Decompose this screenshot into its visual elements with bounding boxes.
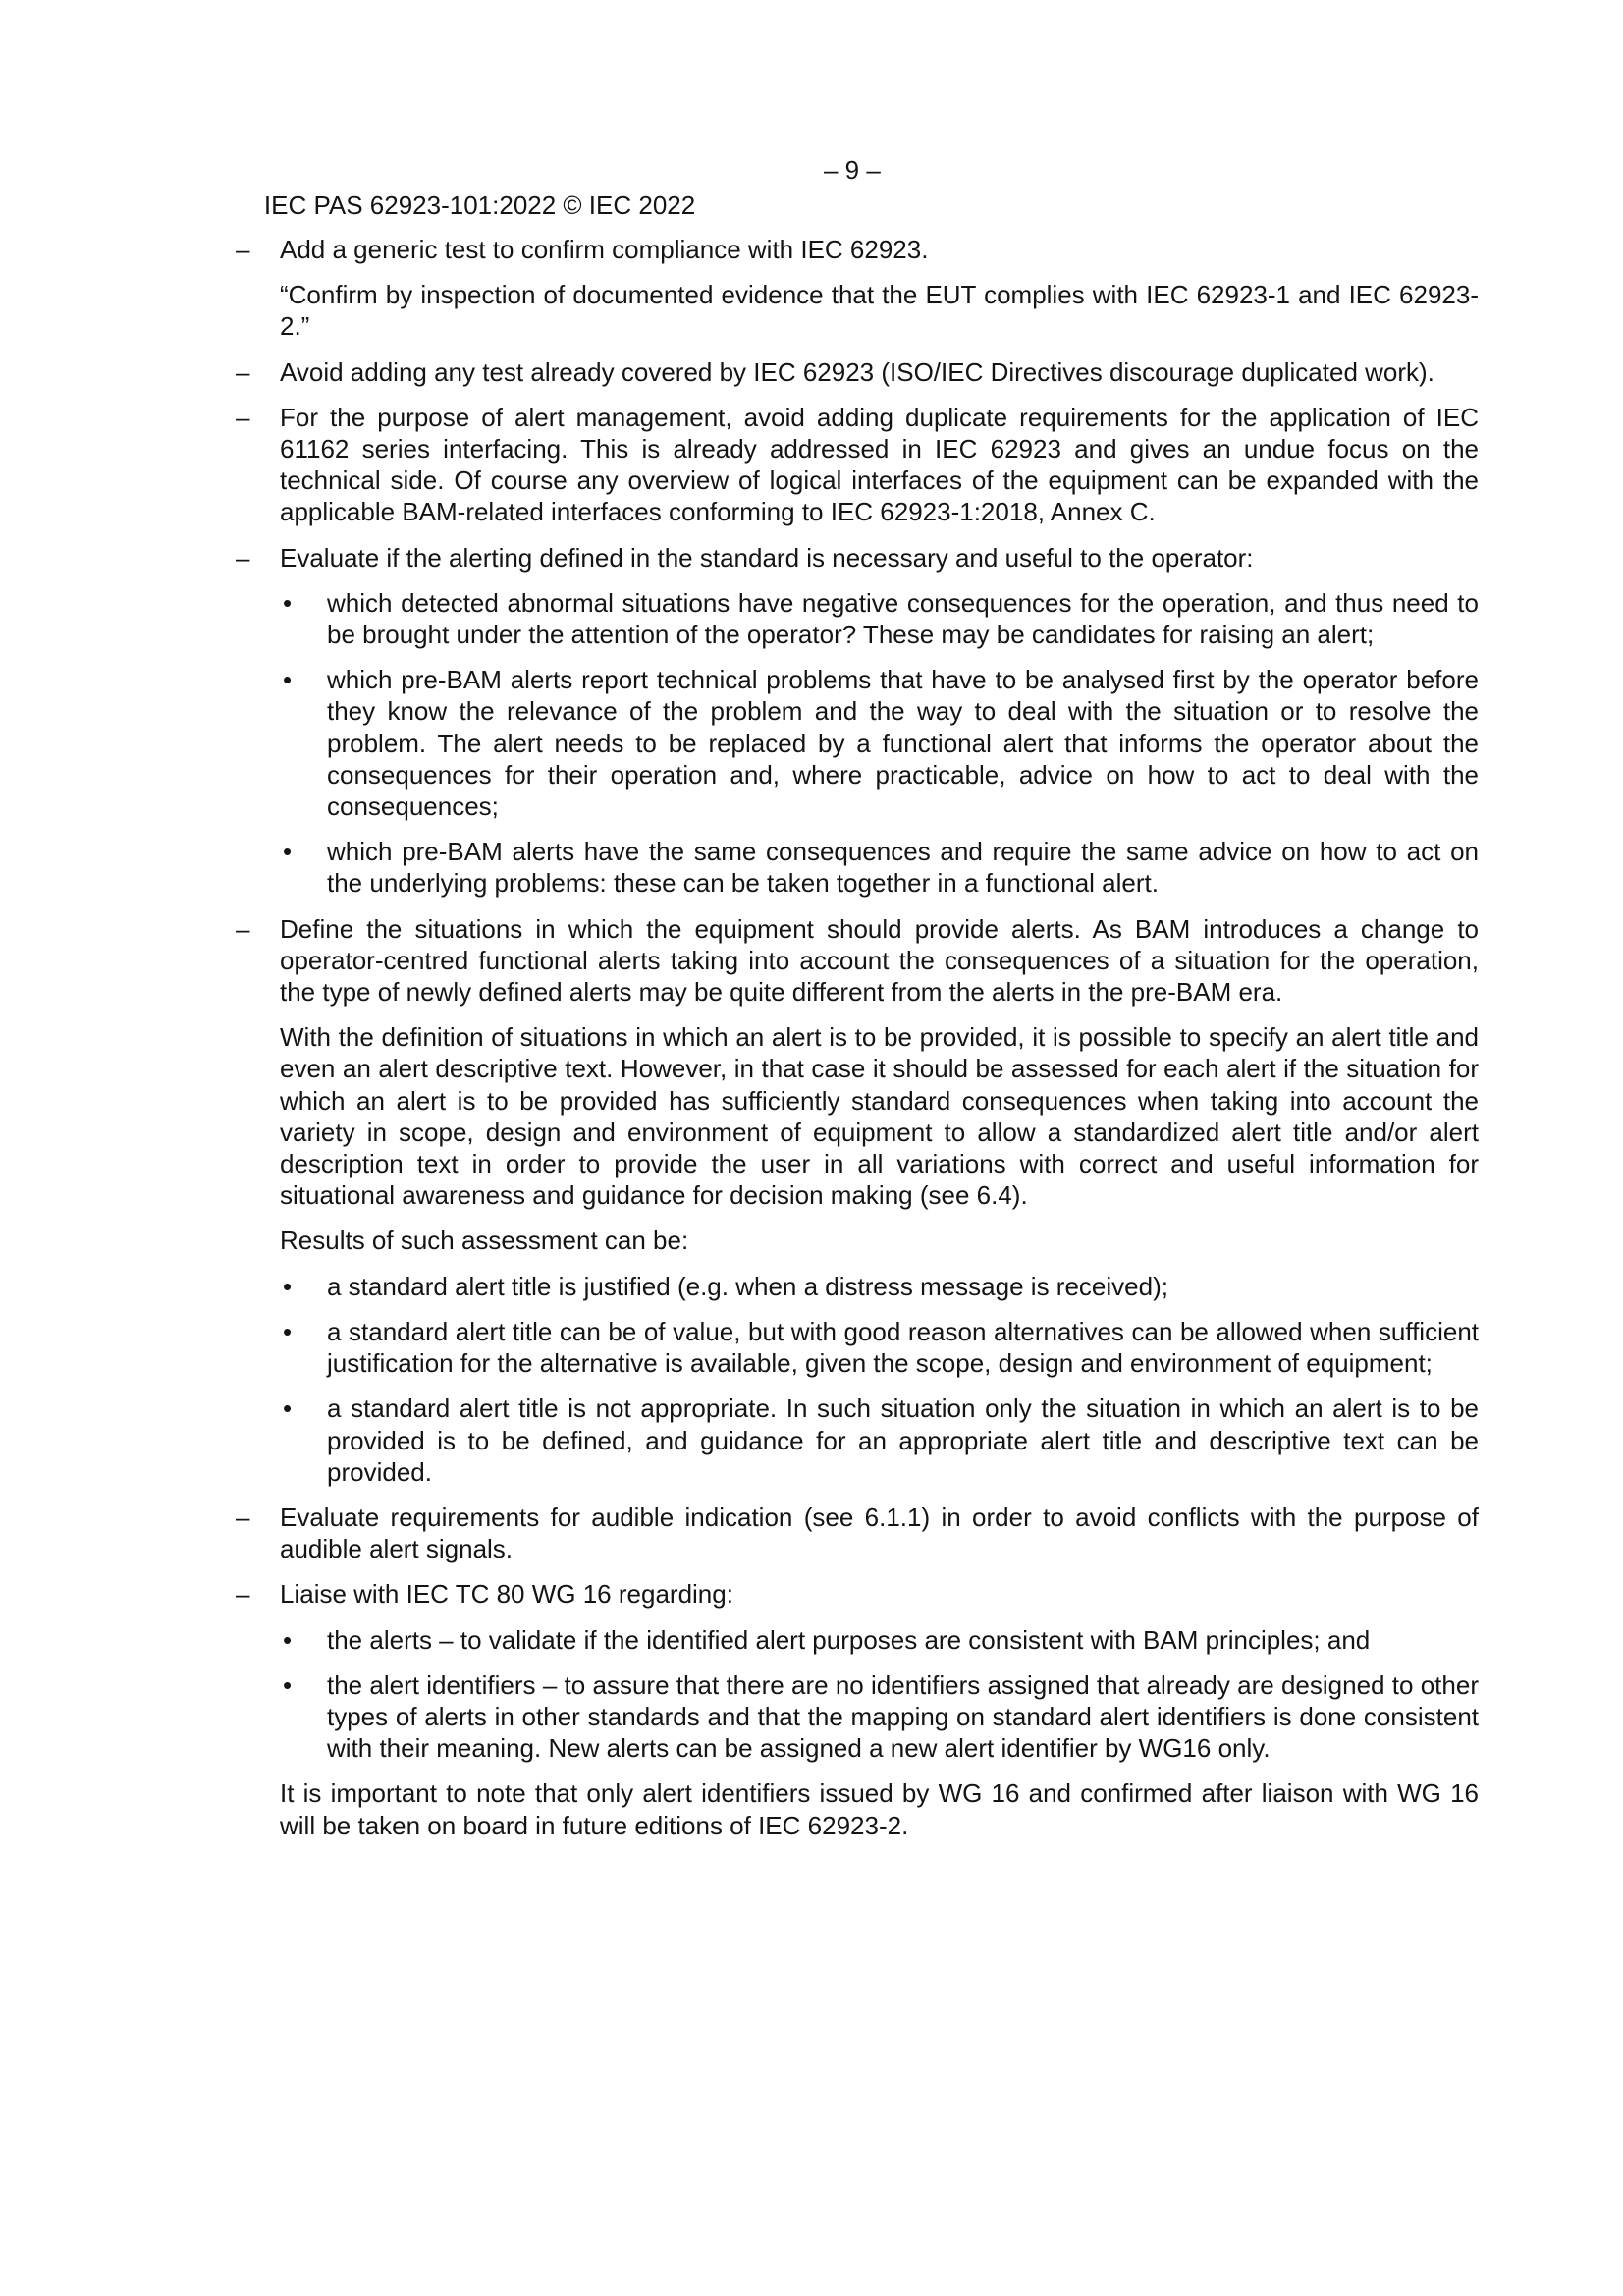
bullet-marker: • [283,587,293,618]
list-item [236,1502,1479,1564]
bullet-text: a standard alert title is not appropriate. In such situation only the situation in which an alert is to be provided is to be defined, and guidance for an appropriate alert title and descriptive text can be provided. [327,1394,1479,1487]
bullet-item [236,587,1479,650]
quoted-test-text: “Confirm by inspection of documented evidence that the EUT complies with IEC 62923-1 and IEC 62923-2.” [280,280,1479,342]
bullet-text: which pre-BAM alerts have the same consequences and require the same advice on how to act on the underlying problems: these can be taken together in a functional alert. [327,837,1479,899]
list-item-text: Evaluate if the alerting defined in the standard is necessary and useful to the operator: [280,542,1254,573]
bullet-item [236,1393,1479,1488]
page-number: – 9 – [824,155,881,185]
bullet-item [236,1316,1479,1379]
list-item [236,1578,1479,1610]
bullet-item [236,664,1479,822]
bullet-text: the alert identifiers – to assure that there are no identifiers assigned that already are designed to other types of alerts in other standards and that the mapping on standard alert identifiers is done consistent with their meaning. New alerts can be assigned a new alert identifier by WG16 only. [327,1669,1479,1764]
list-item-text: Define the situations in which the equipment should provide alerts. As BAM introduces a change to operator-centred functional alerts taking into account the consequences of a situation for the operation, the type of newly defined alerts may be quite different from the alerts in the pre-BAM era. [280,913,1479,1008]
paragraph: With the definition of situations in which an alert is to be provided, it is possible to specify an alert title and even an alert descriptive text. However, in that case it should be assessed for each alert if the situation for which an alert is to be provided has sufficiently standard consequences when taking into account the variety in scope, design and environment of equipment to allow a standardized alert title and/or alert description text in order to provide the user in all variations with correct and useful information for situational awareness and guidance for decision making (see 6.4). [280,1022,1479,1211]
list-item-text: For the purpose of alert management, avoid adding duplicate requirements for the application of IEC 61162 series interfacing. This is already addressed in IEC 62923 and gives an undue focus on the technical side. Of course any overview of logical interfaces of the equipment can be expanded with the applicable BAM-related interfaces conforming to IEC 62923-1:2018, Annex C. [280,402,1479,527]
bullet-item [236,836,1479,899]
list-item-text: Avoid adding any test already covered by IEC 62923 (ISO/IEC Directives discourage duplicated work). [280,356,1434,387]
dash-marker: – [236,542,250,573]
dash-marker: – [236,1502,250,1532]
dash-marker: – [236,402,250,432]
dash-marker: – [236,356,250,387]
list-item [236,356,1479,388]
bullet-text: which detected abnormal situations have negative consequences for the operation, and thus need to be brought under the attention of the operator? These may be candidates for raising an alert; [327,587,1479,650]
list-item-text: Liaise with IEC TC 80 WG 16 regarding: [280,1579,733,1610]
list-item-text: Add a generic test to confirm compliance with IEC 62923. [280,235,929,264]
bullet-marker: • [283,1624,293,1655]
bullet-marker: • [283,1316,293,1346]
bullet-marker: • [283,1394,293,1424]
bullet-text: which pre-BAM alerts report technical problems that have to be analysed first by the operator before they know the relevance of the problem and the way to deal with the situation or to resolve the problem. The alert needs to be replaced by a functional alert that informs the operator about the consequences for their operation and, where practicable, advice on how to act to deal with the consequences; [327,665,1479,822]
bullet-text: a standard alert title is justified (e.g. when a distress message is received); [327,1271,1168,1301]
dash-marker: – [236,1579,250,1610]
bullet-marker: • [283,1271,293,1301]
bullet-item [236,1669,1479,1765]
paragraph: It is important to note that only alert identifiers issued by WG 16 and confirmed after liaison with WG 16 will be taken on board in future editions of IEC 62923-2. [280,1778,1479,1840]
list-item [236,913,1479,1009]
bullet-marker: • [283,837,293,867]
dash-marker: – [236,913,250,944]
bullet-marker: • [283,1669,293,1700]
dash-marker: – [236,235,250,264]
list-item [236,542,1479,574]
bullet-item [236,1271,1479,1302]
list-item-text: Evaluate requirements for audible indication (see 6.1.1) in order to avoid conflicts with the purpose of audible alert signals. [280,1502,1479,1564]
document-reference: IEC PAS 62923-101:2022 © IEC 2022 [263,191,696,220]
bullet-text: the alerts – to validate if the identified alert purposes are consistent with BAM principles; and [327,1624,1371,1655]
bullet-item [236,1624,1479,1656]
list-item [236,402,1479,528]
body-content [236,234,1479,1855]
bullet-marker: • [283,665,293,695]
list-item [236,234,1479,265]
paragraph: Results of such assessment can be: [280,1226,689,1256]
bullet-text: a standard alert title can be of value, but with good reason alternatives can be allowed when sufficient justification for the alternative is available, given the scope, design and environment of equipment; [327,1316,1479,1379]
